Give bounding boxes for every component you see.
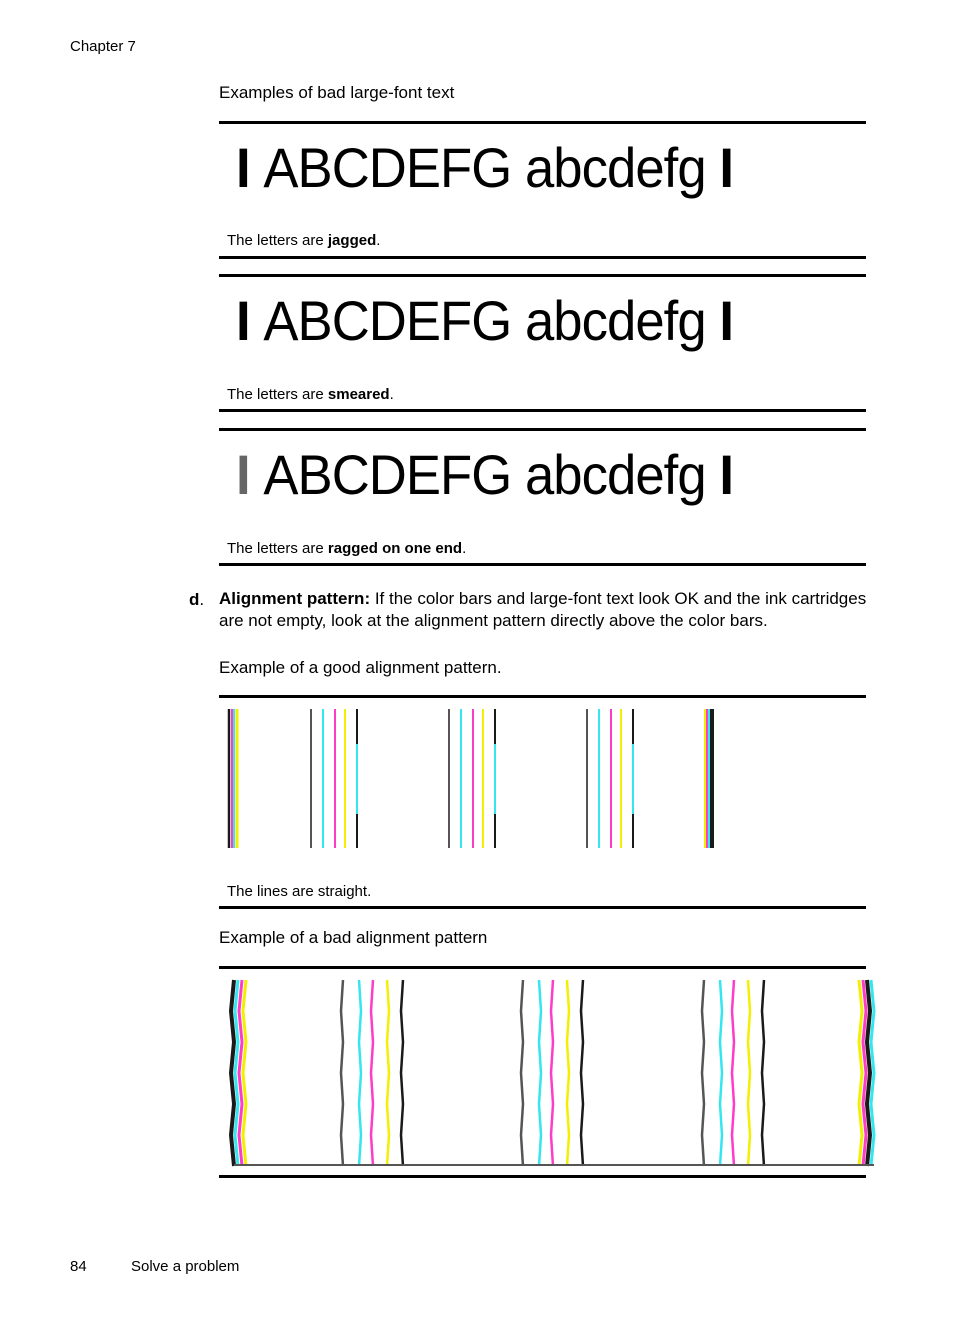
divider <box>219 428 866 431</box>
pattern-line <box>359 980 361 1166</box>
pattern-line <box>702 980 704 1166</box>
divider <box>219 256 866 259</box>
bad-pattern-intro: Example of a bad alignment pattern <box>219 928 488 947</box>
pattern-line <box>371 980 373 1166</box>
pattern-line <box>341 980 343 1166</box>
pattern-line <box>521 980 523 1166</box>
footer-section: Solve a problem <box>131 1258 240 1275</box>
divider <box>219 1175 866 1178</box>
smeared-text-sample: I ABCDEFG abcdefg I <box>236 289 734 352</box>
smeared-caption: The letters are smeared. <box>227 386 394 403</box>
divider <box>219 906 866 909</box>
section-heading: Examples of bad large-font text <box>219 83 455 102</box>
pattern-line <box>387 980 389 1166</box>
ragged-text-sample: I ABCDEFG abcdefg I <box>236 443 734 506</box>
step-label: d. <box>189 590 205 609</box>
chapter-label: Chapter 7 <box>70 38 136 55</box>
pattern-line <box>581 980 583 1166</box>
jagged-caption: The letters are jagged. <box>227 232 381 249</box>
divider <box>219 966 866 969</box>
step-d-paragraph <box>219 588 869 632</box>
pattern-line <box>859 980 862 1166</box>
pattern-line <box>401 980 403 1166</box>
bad-alignment-pattern <box>219 975 879 1171</box>
step-d-title: Alignment pattern: <box>219 589 371 608</box>
ragged-caption: The letters are ragged on one end. <box>227 540 467 557</box>
pattern-line <box>567 980 569 1166</box>
divider <box>219 274 866 277</box>
pattern-line <box>748 980 750 1166</box>
pattern-line <box>762 980 764 1166</box>
pattern-line <box>539 980 541 1166</box>
page-number: 84 <box>70 1258 87 1275</box>
divider <box>219 121 866 124</box>
pattern-line <box>732 980 734 1166</box>
step-d-body: If the color bars and large-font text look OK and the ink cartridges are not empty, look at the alignment pattern directly above the color bars. <box>219 589 867 630</box>
pattern-line <box>551 980 553 1166</box>
good-pattern-intro: Example of a good alignment pattern. <box>219 658 502 677</box>
divider <box>219 563 866 566</box>
divider <box>219 409 866 412</box>
divider <box>219 695 866 698</box>
pattern-line <box>720 980 722 1166</box>
good-alignment-pattern <box>219 704 866 852</box>
pattern-line <box>243 980 246 1166</box>
jagged-text-sample: I ABCDEFG abcdefg I <box>236 136 734 199</box>
good-pattern-caption: The lines are straight. <box>227 883 372 900</box>
